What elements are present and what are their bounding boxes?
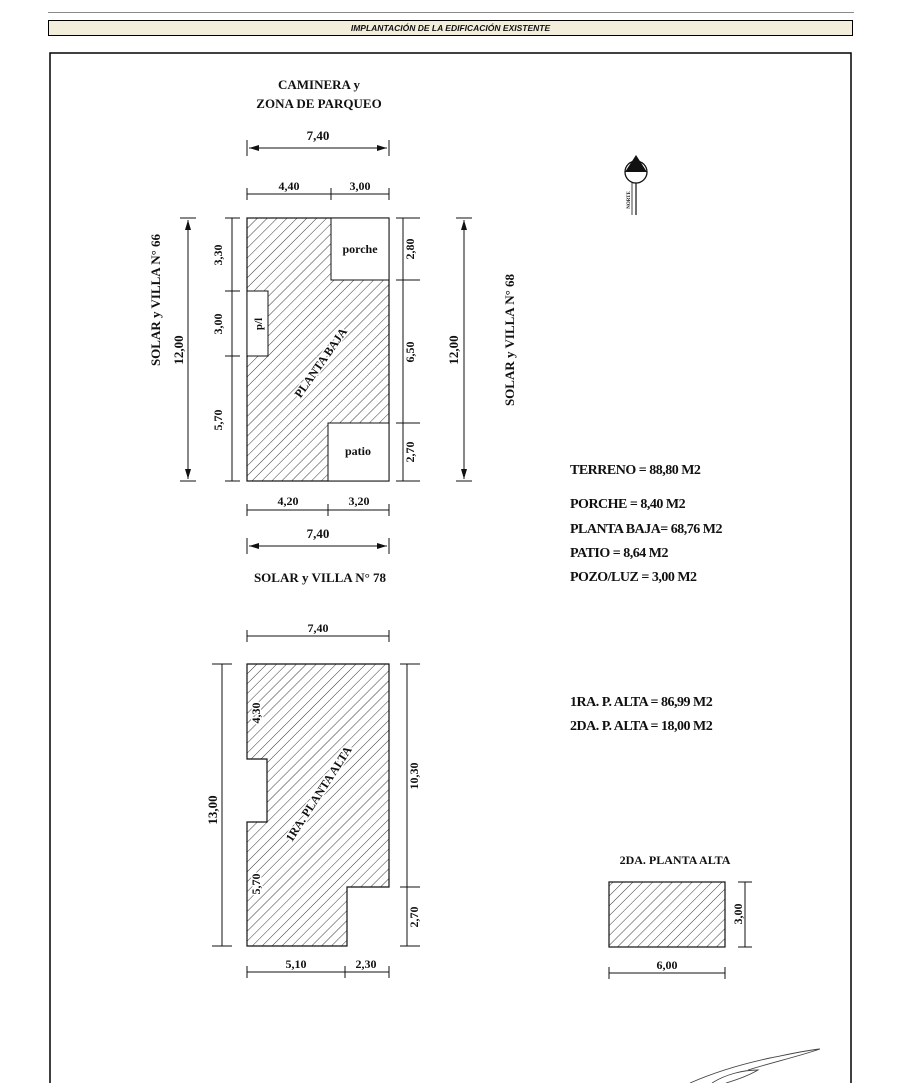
dim-left-top: 3,30 xyxy=(211,244,225,266)
area-porche: PORCHE = 8,40 M2 xyxy=(570,497,686,512)
dim-sf-height: 3,00 xyxy=(731,903,745,925)
dim-ff-right-mid: 10,30 xyxy=(407,762,421,790)
second-floor-plan xyxy=(609,882,725,947)
area-pozo-luz: POZO/LUZ = 3,00 M2 xyxy=(570,570,697,585)
top-neighbor-label-1: CAMINERA y xyxy=(278,77,360,92)
top-neighbor-label-2: ZONA DE PARQUEO xyxy=(256,96,382,111)
signature-scribble xyxy=(690,1049,820,1083)
dim-bottom-left: 4,20 xyxy=(277,494,299,508)
area-first-floor: 1RA. P. ALTA = 86,99 M2 xyxy=(570,695,713,710)
dim-right-top: 2,80 xyxy=(403,238,417,260)
north-label: NORTE xyxy=(627,191,632,209)
pozo-luz-label: p/l xyxy=(253,317,265,331)
area-patio: PATIO = 8,64 M2 xyxy=(570,546,668,561)
dim-ff-bottom-left: 5,10 xyxy=(285,957,307,971)
dim-ff-inner-bottom: 5,70 xyxy=(249,873,263,895)
first-floor-label: 1RA. PLANTA ALTA xyxy=(282,743,355,845)
planta-baja-label: PLANTA BAJA xyxy=(291,325,351,401)
dim-left-mid: 3,00 xyxy=(211,313,225,335)
dim-right-total: 12,00 xyxy=(446,335,461,365)
dim-ff-bottom-right: 2,30 xyxy=(355,957,377,971)
dim-left-bottom: 5,70 xyxy=(211,409,225,431)
dim-left-total: 12,00 xyxy=(171,335,186,365)
second-floor-title: 2DA. PLANTA ALTA xyxy=(619,853,731,867)
dim-top-left: 4,40 xyxy=(278,179,300,193)
dim-top-right: 3,00 xyxy=(349,179,371,193)
dim-ff-right-bottom: 2,70 xyxy=(407,906,421,928)
right-neighbor-label: SOLAR y VILLA N° 68 xyxy=(502,273,517,407)
left-neighbor-label: SOLAR y VILLA N° 66 xyxy=(148,233,163,367)
area-terreno: TERRENO = 88,80 M2 xyxy=(570,463,701,478)
dim-sf-width: 6,00 xyxy=(656,958,678,972)
dim-top-total: 7,40 xyxy=(306,128,330,143)
dim-right-bottom: 2,70 xyxy=(403,441,417,463)
area-second-floor: 2DA. P. ALTA = 18,00 M2 xyxy=(570,719,713,734)
dim-ff-top-total: 7,40 xyxy=(307,621,329,635)
porche-label: porche xyxy=(342,242,378,256)
area-planta-baja: PLANTA BAJA= 68,76 M2 xyxy=(570,522,722,537)
patio-label: patio xyxy=(344,444,372,458)
north-arrow-icon xyxy=(625,155,647,215)
bottom-neighbor-label: SOLAR y VILLA N° 78 xyxy=(253,570,387,585)
dim-bottom-total: 7,40 xyxy=(306,526,330,541)
dim-ff-inner-top: 4,30 xyxy=(249,702,263,724)
dim-right-mid: 6,50 xyxy=(403,341,417,363)
dim-ff-left-total: 13,00 xyxy=(205,795,220,825)
dim-bottom-right: 3,20 xyxy=(348,494,370,508)
header-title: IMPLANTACIÓN DE LA EDIFICACIÓN EXISTENTE xyxy=(48,20,853,36)
drawing-frame xyxy=(50,53,851,1083)
